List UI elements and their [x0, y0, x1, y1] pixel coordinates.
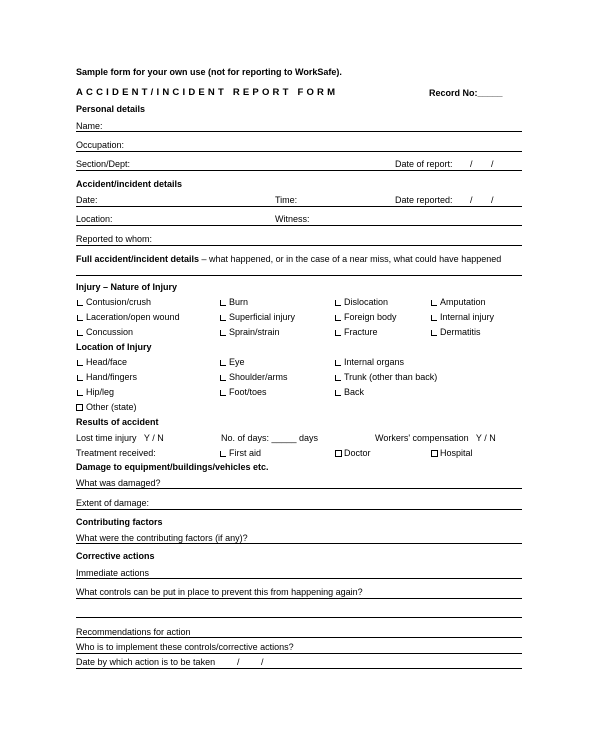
- checkbox-label: Burn: [229, 297, 249, 307]
- full-details-line[interactable]: [76, 275, 522, 276]
- extent-label: Extent of damage:: [76, 498, 150, 508]
- damage-heading: Damage to equipment/buildings/vehicles etc.: [76, 462, 269, 472]
- checkbox-label: Sprain/strain: [229, 327, 280, 337]
- checkbox-label: Foot/toes: [229, 387, 267, 397]
- date-slash: /: [237, 657, 240, 667]
- checkbox-label: Hospital: [440, 448, 473, 458]
- checkbox-label: Shoulder/arms: [229, 372, 288, 382]
- reported-to-label: Reported to whom:: [76, 234, 153, 244]
- controls-line-2[interactable]: [76, 617, 522, 618]
- checkbox-label: Dermatitis: [440, 327, 481, 337]
- checkbox[interactable]: [335, 375, 341, 381]
- checkbox-label: Head/face: [86, 357, 128, 367]
- section-line[interactable]: [76, 170, 522, 171]
- form-note: Sample form for your own use (not for reporting to WorkSafe).: [76, 67, 342, 77]
- immediate-label: Immediate actions: [76, 568, 150, 578]
- immediate-line[interactable]: [76, 578, 522, 579]
- checkbox-label: Trunk (other than back): [344, 372, 438, 382]
- checkbox[interactable]: [335, 390, 341, 396]
- checkbox-label: Other (state): [86, 402, 137, 412]
- personal-heading: Personal details: [76, 104, 146, 114]
- record-no: Record No:_____: [429, 88, 503, 98]
- full-details-rest: – what happened, or in the case of a near miss, what could have happened: [199, 254, 502, 264]
- checkbox-label: Laceration/open wound: [86, 312, 180, 322]
- date-line[interactable]: [76, 206, 522, 207]
- checkbox[interactable]: [220, 300, 226, 306]
- checkbox[interactable]: [335, 300, 341, 306]
- checkbox[interactable]: [335, 450, 342, 457]
- checkbox-label: Dislocation: [344, 297, 389, 307]
- checkbox[interactable]: [431, 300, 437, 306]
- checkbox[interactable]: [220, 451, 226, 457]
- checkbox-label: Fracture: [344, 327, 378, 337]
- name-label: Name:: [76, 121, 103, 131]
- controls-label: What controls can be put in place to prevent this from happening again?: [76, 587, 363, 597]
- date-slash: /: [491, 195, 494, 205]
- time-label: Time:: [275, 195, 298, 205]
- form-title: ACCIDENT/INCIDENT REPORT FORM: [76, 87, 339, 98]
- recommendations-label: Recommendations for action: [76, 627, 191, 637]
- recommendations-line[interactable]: [76, 637, 522, 638]
- checkbox-label: Internal organs: [344, 357, 405, 367]
- checkbox[interactable]: [220, 390, 226, 396]
- checkbox[interactable]: [220, 315, 226, 321]
- checkbox-label: Concussion: [86, 327, 134, 337]
- who-label: Who is to implement these controls/corrective actions?: [76, 642, 294, 652]
- accident-heading: Accident/incident details: [76, 179, 183, 189]
- checkbox-label: Eye: [229, 357, 245, 367]
- full-details-label: [76, 254, 501, 265]
- date-of-report-label: Date of report:: [395, 159, 453, 169]
- checkbox-label: Hand/fingers: [86, 372, 138, 382]
- extent-line[interactable]: [76, 509, 522, 510]
- location-line[interactable]: [76, 225, 522, 226]
- date-slash: /: [470, 195, 473, 205]
- date-slash: /: [261, 657, 264, 667]
- checkbox-label: Internal injury: [440, 312, 495, 322]
- corrective-heading: Corrective actions: [76, 551, 155, 561]
- checkbox-label: Superficial injury: [229, 312, 296, 322]
- name-line[interactable]: [76, 131, 522, 132]
- checkbox[interactable]: [335, 360, 341, 366]
- checkbox[interactable]: [220, 375, 226, 381]
- location-injury-heading: Location of Injury: [76, 342, 152, 352]
- checkbox-label: Doctor: [344, 448, 371, 458]
- date-label: Date:: [76, 195, 98, 205]
- occupation-label: Occupation:: [76, 140, 125, 150]
- contributing-heading: Contributing factors: [76, 517, 163, 527]
- checkbox[interactable]: [77, 315, 83, 321]
- location-label: Location:: [76, 214, 113, 224]
- injury-heading: Injury – Nature of Injury: [76, 282, 178, 292]
- checkbox[interactable]: [431, 330, 437, 336]
- what-damaged-line[interactable]: [76, 488, 522, 489]
- checkbox-label: First aid: [229, 448, 262, 458]
- controls-line[interactable]: [76, 598, 522, 599]
- who-line[interactable]: [76, 653, 522, 654]
- checkbox[interactable]: [77, 360, 83, 366]
- date-slash: /: [491, 159, 494, 169]
- checkbox[interactable]: [431, 315, 437, 321]
- treatment-label: Treatment received:: [76, 448, 156, 458]
- lost-time-label: Lost time injury Y / N: [76, 433, 164, 443]
- checkbox[interactable]: [220, 360, 226, 366]
- checkbox[interactable]: [76, 404, 83, 411]
- checkbox[interactable]: [77, 330, 83, 336]
- results-heading: Results of accident: [76, 417, 159, 427]
- checkbox-label: Foreign body: [344, 312, 397, 322]
- checkbox[interactable]: [77, 390, 83, 396]
- checkbox[interactable]: [77, 300, 83, 306]
- checkbox-label: Amputation: [440, 297, 486, 307]
- no-of-days-label: No. of days: _____ days: [221, 433, 319, 443]
- checkbox-label: Hip/leg: [86, 387, 115, 397]
- workers-comp-label: Workers' compensation Y / N: [375, 433, 496, 443]
- date-slash: /: [470, 159, 473, 169]
- reported-to-line[interactable]: [76, 245, 522, 246]
- checkbox[interactable]: [335, 330, 341, 336]
- checkbox[interactable]: [431, 450, 438, 457]
- witness-label: Witness:: [275, 214, 310, 224]
- date-by-label: Date by which action is to be taken: [76, 657, 216, 667]
- checkbox[interactable]: [220, 330, 226, 336]
- date-reported-label: Date reported:: [395, 195, 453, 205]
- contributing-line[interactable]: [76, 543, 522, 544]
- full-details-bold: Full accident/incident details: [76, 254, 200, 264]
- checkbox-label: Back: [344, 387, 365, 397]
- checkbox-label: Contusion/crush: [86, 297, 152, 307]
- section-label: Section/Dept:: [76, 159, 131, 169]
- date-by-line[interactable]: [76, 668, 522, 669]
- checkbox[interactable]: [335, 315, 341, 321]
- contributing-question: What were the contributing factors (if any)?: [76, 533, 248, 543]
- occupation-line[interactable]: [76, 151, 522, 152]
- checkbox[interactable]: [77, 375, 83, 381]
- what-damaged-label: What was damaged?: [76, 478, 161, 488]
